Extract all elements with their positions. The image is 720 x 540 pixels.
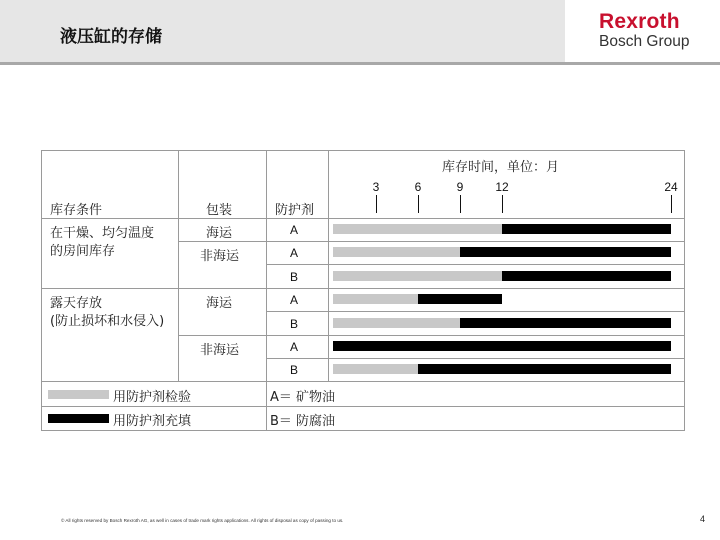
time-header: 库存时间，单位：月	[442, 160, 560, 175]
timeline-bar	[333, 341, 671, 351]
tick-label: 12	[495, 180, 509, 194]
header-divider	[0, 62, 720, 65]
col-header-condition: 库存条件	[50, 203, 103, 218]
timeline-bar	[333, 294, 502, 304]
row-line	[266, 311, 685, 312]
inspection-segment	[333, 271, 502, 281]
preservative-label: B	[290, 317, 299, 331]
refill-segment	[333, 341, 671, 351]
inspection-segment	[333, 364, 418, 374]
packaging-sea: 海运	[206, 296, 233, 311]
col-header-packaging: 包装	[206, 203, 233, 218]
tick-label: 9	[456, 180, 464, 194]
rexroth-logo: Rexroth	[599, 10, 680, 33]
legend-inspection-swatch	[48, 390, 109, 399]
preservative-label: A	[290, 293, 299, 307]
divider-preservative	[266, 150, 267, 431]
divider-timeline	[328, 150, 329, 381]
inspection-segment	[333, 247, 460, 257]
condition-dry-line2: 的房间库存	[50, 244, 116, 259]
legend-inspection-label: 用防护剂检验	[113, 390, 192, 405]
row-line	[41, 288, 685, 289]
refill-segment	[460, 318, 671, 328]
legend-refill-label: 用防护剂充填	[113, 414, 192, 429]
page-number: 4	[700, 514, 706, 524]
timeline-bar	[333, 224, 671, 234]
tick-mark	[502, 195, 503, 213]
timeline-bar	[333, 318, 671, 328]
page-title: 液压缸的存储	[60, 27, 162, 47]
col-header-preservative: 防护剂	[275, 203, 315, 218]
refill-segment	[418, 364, 671, 374]
condition-outdoor-line1: 露天存放	[50, 296, 103, 311]
inspection-segment	[333, 294, 418, 304]
preservative-label: B	[290, 363, 299, 377]
tick-mark	[418, 195, 419, 213]
bosch-group-logo: Bosch Group	[599, 33, 690, 50]
tick-mark	[460, 195, 461, 213]
divider-packaging	[178, 150, 179, 381]
refill-segment	[502, 224, 671, 234]
legend-line	[41, 381, 685, 382]
tick-label: 24	[664, 180, 678, 194]
row-line	[41, 218, 685, 219]
refill-segment	[502, 271, 671, 281]
inspection-segment	[333, 318, 460, 328]
inspection-segment	[333, 224, 502, 234]
packaging-nonsea: 非海运	[200, 249, 240, 264]
tick-label: 6	[414, 180, 422, 194]
legend-refill-swatch	[48, 414, 109, 423]
packaging-nonsea: 非海运	[200, 343, 240, 358]
tick-mark	[671, 195, 672, 213]
preservative-label: A	[290, 246, 299, 260]
row-line	[178, 335, 685, 336]
row-line	[178, 241, 685, 242]
condition-outdoor-line2: (防止损坏和水侵入)	[50, 314, 165, 329]
legend-b-definition: B＝ 防腐油	[270, 414, 336, 429]
refill-segment	[418, 294, 502, 304]
packaging-sea: 海运	[206, 226, 233, 241]
legend-a-definition: A＝ 矿物油	[270, 390, 336, 405]
preservative-label: A	[290, 340, 299, 354]
tick-mark	[376, 195, 377, 213]
row-line	[266, 264, 685, 265]
preservative-label: A	[290, 223, 299, 237]
legend-line	[41, 406, 685, 407]
row-line	[266, 358, 685, 359]
timeline-bar	[333, 364, 671, 374]
timeline-bar	[333, 247, 671, 257]
copyright-notice: © All rights reserved by Bosch Rexroth AG, as well in cases of trade mark rights applications. All rights of disposal as copy of passing to us.	[61, 518, 344, 523]
preservative-label: B	[290, 270, 299, 284]
tick-label: 3	[372, 180, 380, 194]
timeline-bar	[333, 271, 671, 281]
refill-segment	[460, 247, 671, 257]
condition-dry-line1: 在干燥、均匀温度	[50, 226, 155, 241]
